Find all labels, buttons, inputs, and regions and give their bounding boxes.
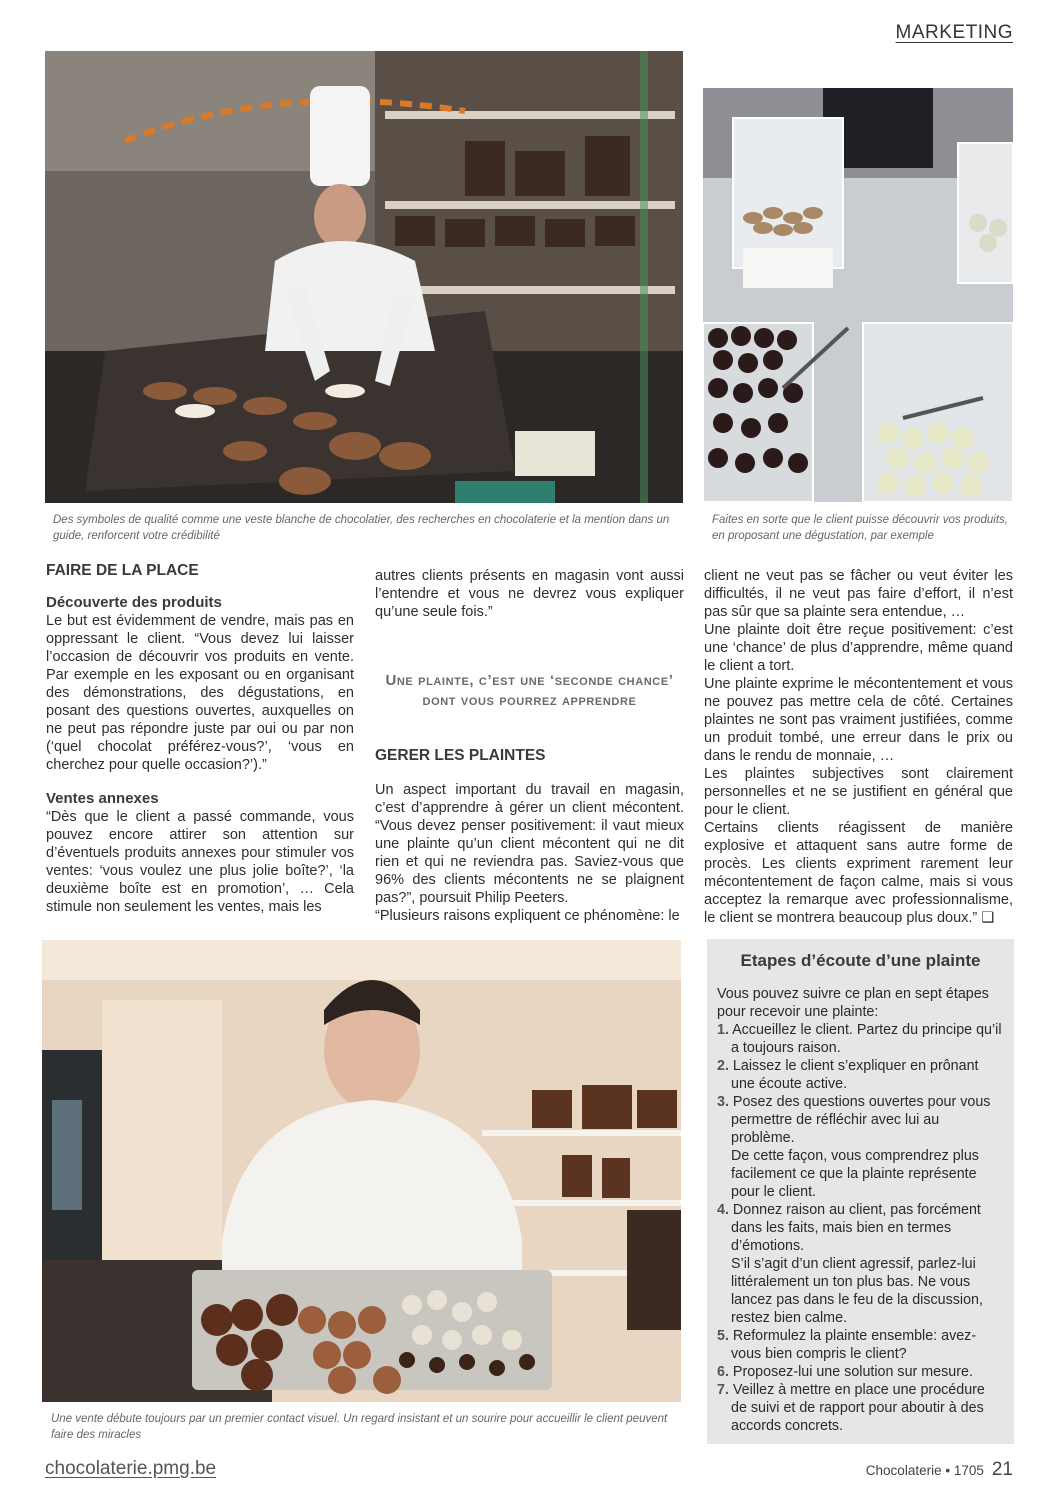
paragraph: Un aspect important du travail en magasin, c’est d’apprendre à gérer un client mécontent. “Vous devez penser positivement: il vaut mieux une plainte qu’un client mécontent qui ne dit rien et qui ne reviendra pas. Saviez-vous que 96% des clients mécontents ne se plaignent pas?”, poursuit Philip Peeters. <box>375 782 684 906</box>
issue-label: Chocolaterie • 1705 <box>865 1463 984 1478</box>
paragraph-text: Certains clients réagissent de manière explosive et attaquent sans autre forme de procès. Les clients expriment rarement leur mécontentement de façon calme, mais si vous acceptez la remarque avec professionnalisme, le client se montrera beaucoup plus doux.” <box>704 820 1013 926</box>
paragraph: “Dès que le client a passé commande, vous pouvez encore attirer son attention sur d’éventuels produits annexes pour stimuler vos ventes: ‘vous voulez une plus jolie boîte?’, ‘la deuxième boîte est en promotion’, … Cela stimule non seulement les ventes, mais les <box>46 809 354 915</box>
step-number: 1. <box>717 1022 729 1038</box>
heading-faire-de-la-place: FAIRE DE LA PLACE <box>46 562 199 579</box>
step-item <box>717 1381 1004 1435</box>
step-item <box>717 1093 1004 1201</box>
website-link[interactable]: chocolaterie.pmg.be <box>45 1458 217 1479</box>
step-item <box>717 1363 1004 1381</box>
step-extra-text: De cette façon, vous comprendrez plus facilement ce que la plainte représente pour le client. <box>731 1148 979 1200</box>
step-text: Proposez-lui une solution sur mesure. <box>732 1364 973 1380</box>
top-right-photo-caption: Faites en sorte que le client puisse découvrir vos produits, en proposant une dégustation, par exemple <box>712 514 1008 542</box>
steps-list <box>717 1021 1004 1435</box>
step-text: Laissez le client s’expliquer en prônant une écoute active. <box>731 1058 979 1092</box>
end-of-article-mark: ❏ <box>981 910 995 926</box>
box-title: Etapes d’écoute d’une plainte <box>740 951 981 970</box>
step-number: 4. <box>717 1202 729 1218</box>
step-text: Posez des questions ouvertes pour vous permettre de réfléchir avec lui au problème. <box>731 1094 991 1146</box>
step-number: 7. <box>717 1382 729 1398</box>
bottom-left-photo-caption: Une vente débute toujours par un premier contact visuel. Un regard insistant et un sourire pour accueillir le client peuvent faire des miracles <box>51 1413 668 1441</box>
step-text: Donnez raison au client, pas forcément dans les faits, mais bien en termes d’émotions. <box>731 1202 981 1254</box>
paragraph: Les plaintes subjectives sont clairement personnelles et ne se justifient en général que pour le client. <box>704 766 1013 818</box>
paragraph: Une plainte doit être reçue positivement: c’est une ‘chance’ de plus d’apprendre, même quand le client a tort. <box>704 622 1013 674</box>
step-text: Veillez à mettre en place une procédure de suivi et de rapport pour aboutir à des accords concrets. <box>731 1382 985 1434</box>
subheading-ventes-annexes: Ventes annexes <box>46 790 159 807</box>
step-number: 2. <box>717 1058 729 1074</box>
step-extra-text: S’il s’agit d’un client agressif, parlez-lui littéralement un ton plus bas. Ne vous lancez pas dans le feu de la discussion, restez bien calme. <box>731 1256 983 1326</box>
step-item <box>717 1327 1004 1363</box>
chocolatier-counter-photo <box>45 51 683 503</box>
complaint-steps-box <box>707 939 1014 1444</box>
column-2 <box>375 567 684 925</box>
heading-gerer-les-plaintes: GERER LES PLAINTES <box>375 747 546 764</box>
paragraph: Le but est évidemment de vendre, mais pas en oppressant le client. “Vous devez lui laisser l’occasion de découvrir vos produits en vente. Par exemple en les exposant ou en organisant des démonstrations, des dégustations, en posant des questions ouvertes, auxquelles on ne peut pas répondre juste par oui ou par non (‘quel chocolat préférez-vous?’, ‘vous en cherchez pour quelle occasion?’).” <box>46 613 354 773</box>
paragraph <box>704 819 1013 927</box>
step-text: Accueillez le client. Partez du principe qu’il a toujours raison. <box>731 1022 1002 1056</box>
page-number: 21 <box>991 1459 1013 1480</box>
paragraph: client ne veut pas se fâcher ou veut éviter les difficultés, il ne veut pas faire d’effort, il n’est pas sûr que sa plainte sera entendue, … <box>704 568 1013 620</box>
paragraph: autres clients présents en magasin vont aussi l’entendre et vous ne devrez vous expliquer qu’une seule fois.” <box>375 568 684 620</box>
subheading-decouverte: Découverte des produits <box>46 594 222 611</box>
step-item <box>717 1021 1004 1057</box>
step-text: Reformulez la plainte ensemble: avez-vous bien compris le client? <box>731 1328 977 1362</box>
tasting-display-photo <box>703 88 1013 502</box>
column-3 <box>704 567 1013 927</box>
paragraph: Une plainte exprime le mécontentement et vous ne pouvez pas mettre cela de côté. Certaines plaintes ne sont pas vraiment justifiées, comme un produit tombé, une erreur dans le prix ou dans le rendu de monnaie, … <box>704 676 1013 764</box>
step-number: 3. <box>717 1094 729 1110</box>
step-item <box>717 1057 1004 1093</box>
footer-issue <box>866 1459 1013 1481</box>
top-left-photo-caption: Des symboles de qualité comme une veste blanche de chocolatier, des recherches en chocolaterie et la mention dans un guide, renforcent votre crédibilité <box>53 514 670 542</box>
step-item <box>717 1201 1004 1327</box>
paragraph: “Plusieurs raisons expliquent ce phénomène: le <box>375 908 680 924</box>
box-intro: Vous pouvez suivre ce plan en sept étapes pour recevoir une plainte: <box>717 986 989 1020</box>
step-number: 5. <box>717 1328 729 1344</box>
section-label: MARKETING <box>895 22 1013 43</box>
pull-quote: Une plainte, c’est une ‘seconde chance’ dont vous pourrez apprendre <box>385 672 674 709</box>
column-1 <box>46 562 354 916</box>
step-number: 6. <box>717 1364 729 1380</box>
chocolatier-tray-photo <box>42 940 681 1402</box>
